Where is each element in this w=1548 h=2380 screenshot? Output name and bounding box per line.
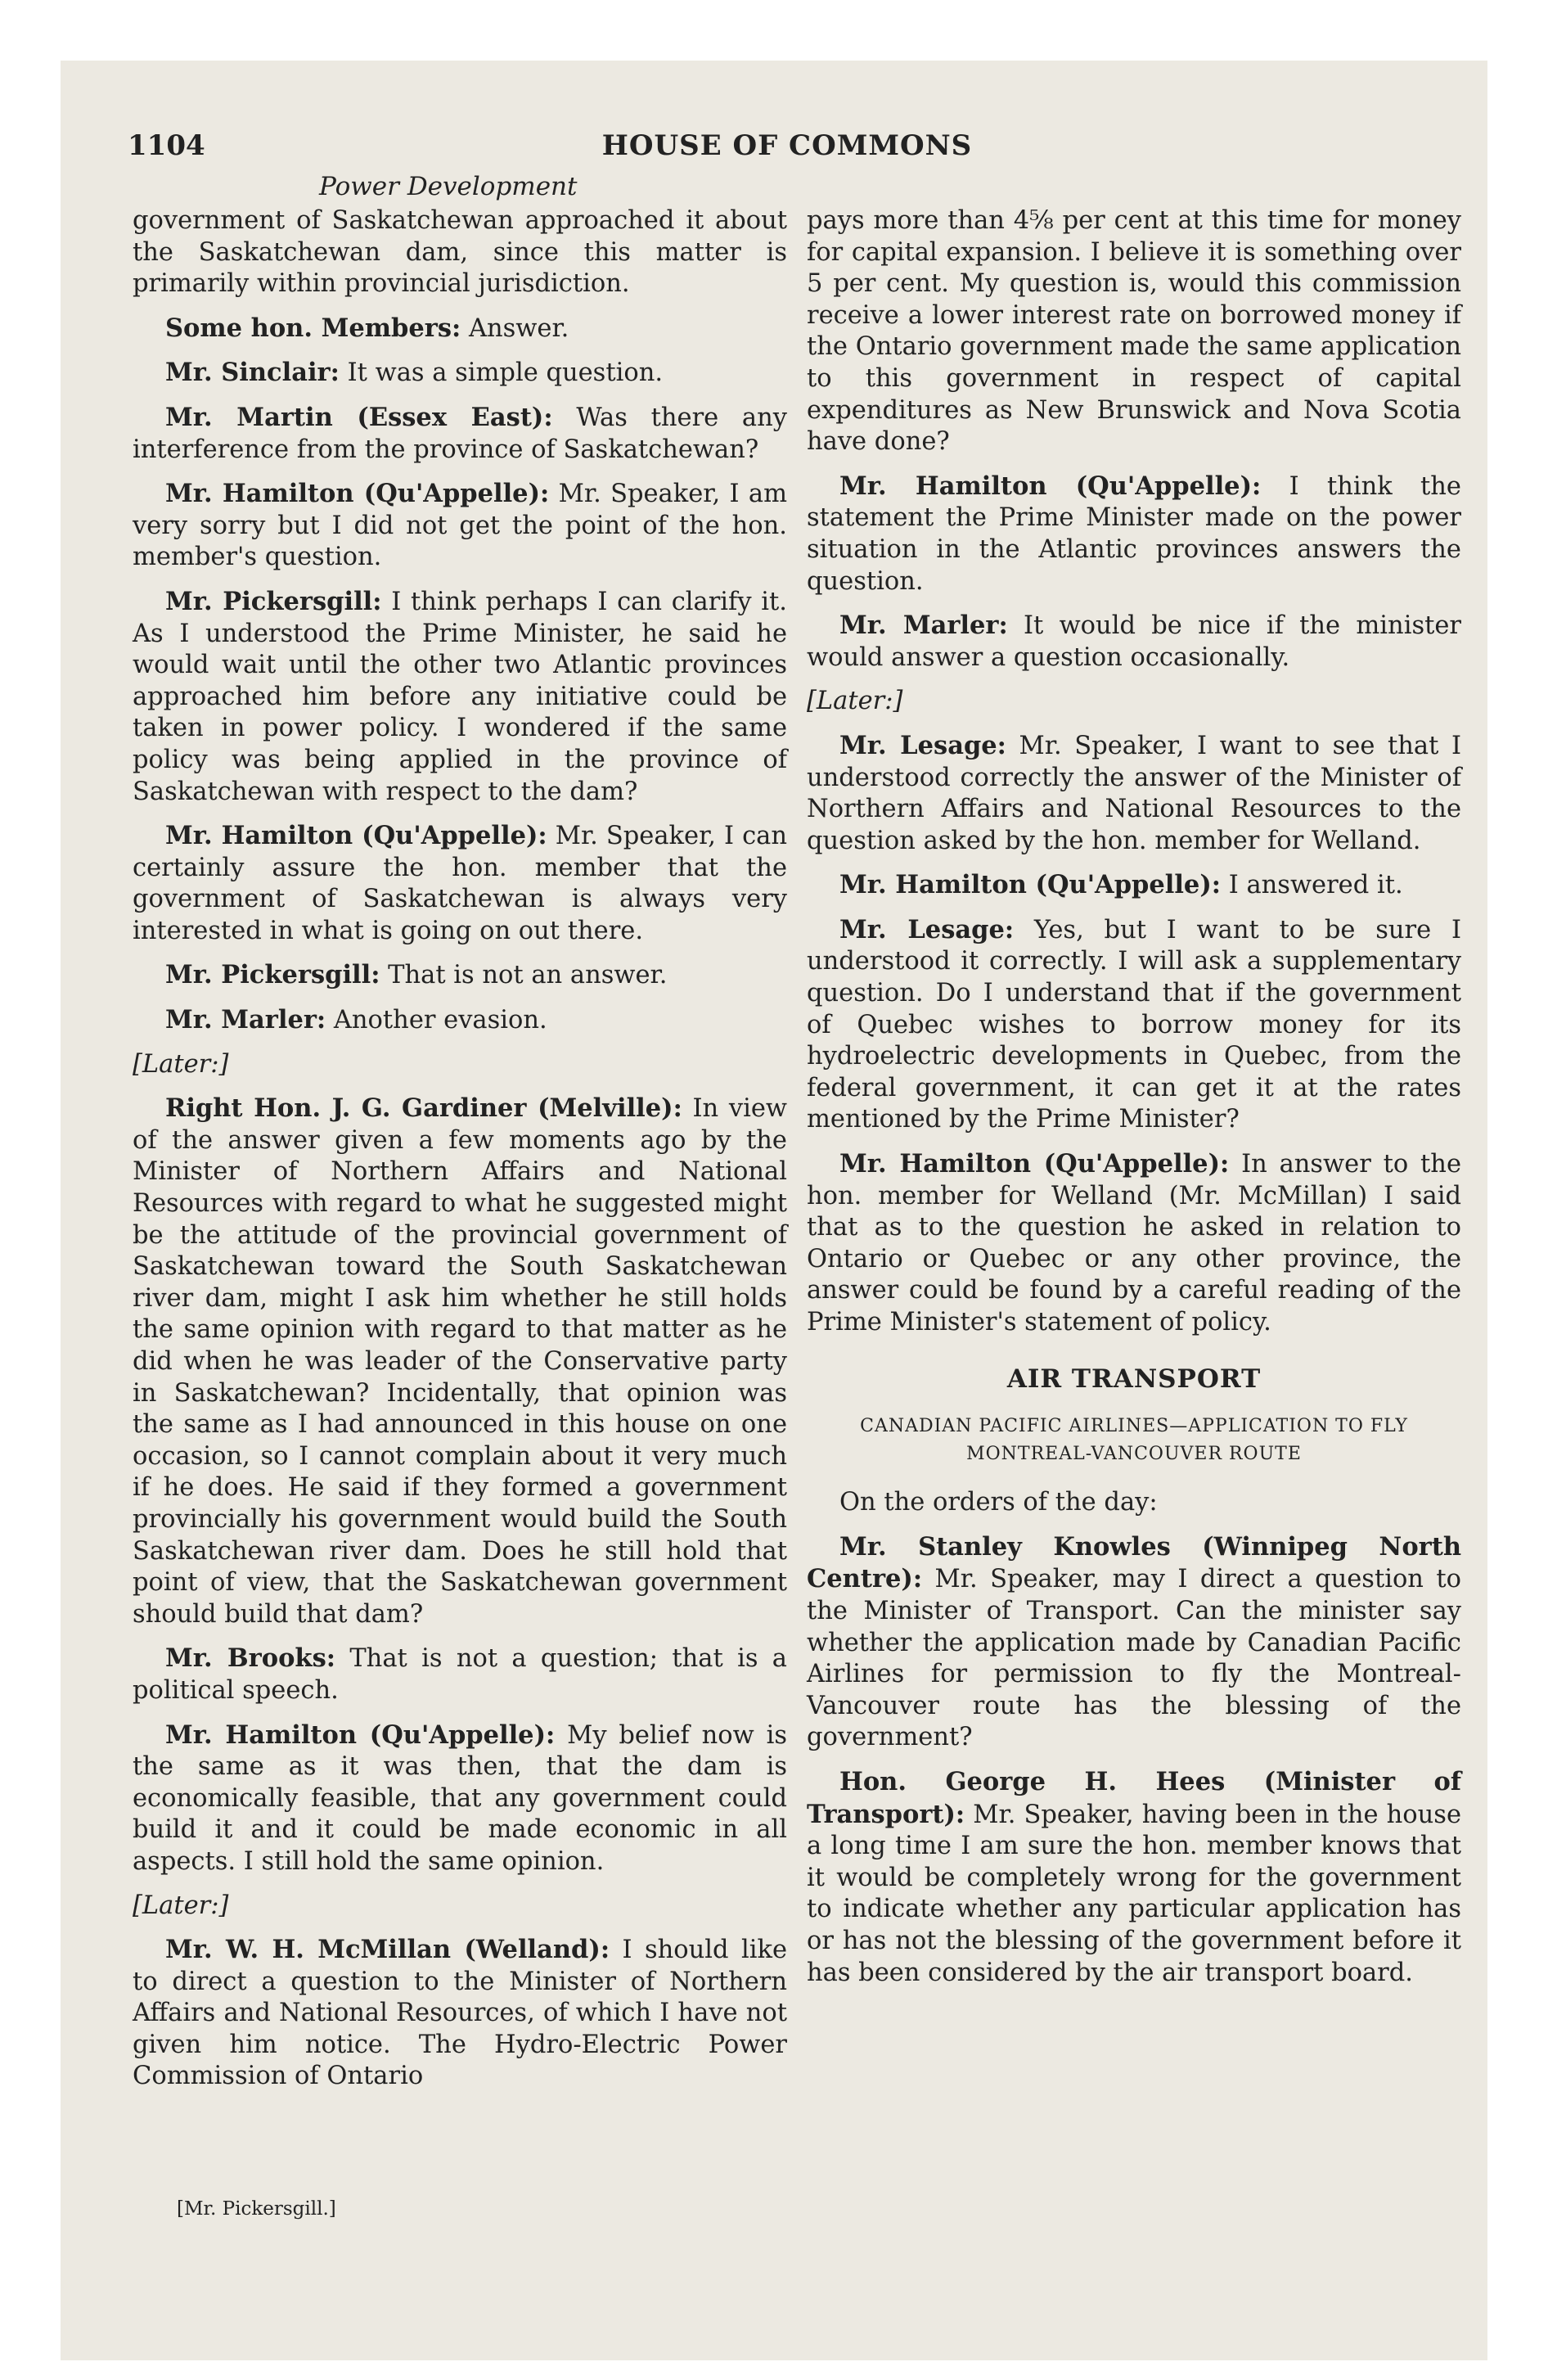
paragraph: On the orders of the day: [839,1488,1158,1517]
speaker-name: Mr. Hamilton (Qu'Appelle): [165,1720,556,1750]
speaker-name: Mr. Hamilton (Qu'Appelle): [839,870,1222,900]
paragraph: Mr. Hamilton (Qu'Appelle): Mr. Speaker, I am very sorry but I did not get the point of the hon. member's question. [133,479,787,572]
subject-heading: Power Development [319,172,578,201]
paragraph: Some hon. Members: Answer. [165,313,569,343]
speaker-name: Mr. W. H. McMillan (Welland): [165,1935,610,1965]
speaker-name: Mr. Sinclair: [165,358,340,388]
paragraph: Mr. Hamilton (Qu'Appelle): My belief now is the same as it was then, that the dam is economically feasible, that any government could build it and it could be made economic in all aspects. I still hold the same opinion. [133,1720,787,1876]
section-heading: AIR TRANSPORT [1006,1364,1262,1394]
paragraph: Right Hon. J. G. Gardiner (Melville): In view of the answer given a few moments ago by the Minister of Northern Affairs and National Resources with regard to what he suggested might be the attitude of the provincial government of Saskatchewan toward the South Saskatchewan river dam, might I ask him whether he still holds the same opinion with regard to that matter as he did when he was leader of the Conservative party in Saskatchewan? Incidentally, that opinion was the same as I had announced in this house on one occasion, so I cannot complain about it very much if he does. He said if they formed a government provincially his government would build the South Saskatchewan river dam. Does he still hold that point of view, that the Saskatchewan government should build that dam? [133,1093,787,1629]
running-head: HOUSE OF COMMONS [601,129,973,162]
speaker-name: Mr. Hamilton (Qu'Appelle): [165,821,547,851]
paragraph: Mr. Sinclair: It was a simple question. [165,358,664,388]
speaker-name: Mr. Pickersgill: [165,960,380,990]
page-footer: [Mr. Pickersgill.] [177,2198,336,2220]
paragraph: Mr. Lesage: Mr. Speaker, I want to see that I understood correctly the answer of the Minister of Northern Affairs and National Resources to the question asked by the hon. member for Welland. [807,730,1461,855]
paragraph: government of Saskatchewan approached it about the Saskatchewan dam, since this matter is primarily within provincial jurisdiction. [133,206,787,299]
paragraph: Mr. Brooks: That is not a question; that is a political speech. [133,1643,787,1705]
speaker-name: Hon. George H. Hees (Minister of Transport): [807,1766,1461,1829]
left-column [133,205,787,2105]
speaker-name: Mr. Pickersgill: [165,586,382,616]
paragraph: Mr. Lesage: Yes, but I want to be sure I understood it correctly. I will ask a supplementary question. Do I understand that if the government of Quebec wishes to borrow money for its hydroelectric developments in Quebec, from the federal government, it can get it at the rates mentioned by the Prime Minister? [807,914,1461,1134]
speaker-name: Mr. Lesage: [839,914,1015,944]
paragraph: Mr. Hamilton (Qu'Appelle): I think the statement the Prime Minister made on the power situation in the Atlantic provinces answers the question. [807,471,1461,596]
speaker-name: Mr. Stanley Knowles (Winnipeg North Centre): [807,1531,1461,1594]
paragraph: Mr. Pickersgill: I think perhaps I can clarify it. As I understood the Prime Minister, he said he would wait until the other two Atlantic provinces approached him before any initiative could be taken in power policy. I wondered if the same policy was being applied in the province of Saskatchewan with respect to the dam? [133,586,787,806]
paragraph: Mr. Hamilton (Qu'Appelle): I answered it. [839,870,1403,900]
speaker-name: Mr. Brooks: [165,1643,335,1674]
speaker-name: Mr. Lesage: [839,730,1006,760]
speaker-name: Mr. Marler: [165,1005,326,1035]
subheading: CANADIAN PACIFIC AIRLINES—APPLICATION TO FLY MONTREAL-VANCOUVER ROUTE [860,1416,1408,1465]
speaker-name: Mr. Hamilton (Qu'Appelle): [839,471,1262,501]
paragraph: Mr. W. H. McMillan (Welland): I should like to direct a question to the Minister of Northern Affairs and National Resources, of which I have not given him notice. The Hydro-Electric Power Commission of Ontario [133,1935,787,2091]
paragraph: Mr. Marler: It would be nice if the minister would answer a question occasionally. [807,611,1461,672]
later-marker: [Later:] [133,1049,229,1079]
speaker-name: Mr. Hamilton (Qu'Appelle): [165,479,550,509]
paragraph: Mr. Pickersgill: That is not an answer. [165,960,668,990]
speaker-name: Some hon. Members: [165,313,461,343]
paragraph: Mr. Hamilton (Qu'Appelle): In answer to the hon. member for Welland (Mr. McMillan) I said that as to the question he asked in relation to Ontario or Quebec or any other province, the answer could be found by a careful reading of the Prime Minister's statement of policy. [807,1149,1461,1336]
speaker-name: Right Hon. J. G. Gardiner (Melville): [165,1093,682,1124]
paragraph: pays more than 4⅝ per cent at this time for money for capital expansion. I believe it is something over 5 per cent. My question is, would this commission receive a lower interest rate on borrowed money if the Ontario government made the same application to this government in respect of capital expenditures as New Brunswick and Nova Scotia have done? [807,206,1461,457]
page-number: 1104 [128,129,205,162]
page-header [128,129,1447,170]
speaker-name: Mr. Martin (Essex East): [165,402,553,432]
paragraph: Mr. Marler: Another evasion. [165,1005,547,1035]
speaker-name: Mr. Marler: [839,611,1008,641]
paragraph: Mr. Hamilton (Qu'Appelle): Mr. Speaker, I can certainly assure the hon. member that the government of Saskatchewan is always very interested in what is going on out there. [133,821,787,945]
paragraph: Mr. Martin (Essex East): Was there any interference from the province of Saskatchewan? [133,402,787,464]
paragraph: Mr. Stanley Knowles (Winnipeg North Centre): Mr. Speaker, may I direct a question to the Minister of Transport. Can the minister say whether the application made by Canadian Pacific Airlines for permission to fly the Montreal-Vancouver route has the blessing of the government? [807,1531,1461,1752]
later-marker: [Later:] [807,687,903,716]
paragraph: Hon. George H. Hees (Minister of Transport): Mr. Speaker, having been in the house a long time I am sure the hon. member knows that it would be completely wrong for the government to indicate whether any particular application has or has not the blessing of the government before it has been considered by the air transport board. [807,1766,1461,1987]
right-column [807,205,1461,2001]
later-marker: [Later:] [133,1891,229,1920]
speaker-name: Mr. Hamilton (Qu'Appelle): [839,1149,1230,1179]
